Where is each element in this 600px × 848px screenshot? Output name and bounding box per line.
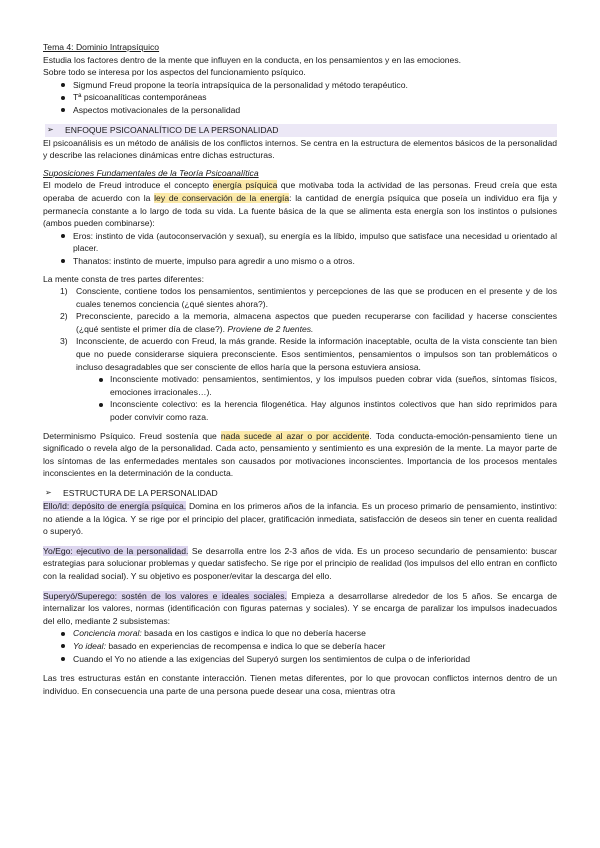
highlight-superego: Superyó/Superego: sostén de los valores e ideales sociales. — [43, 590, 287, 601]
mind-parts-list — [43, 285, 557, 373]
section-heading-text: ENFOQUE PSICOANALÍTICO DE LA PERSONALIDAD — [65, 124, 279, 135]
list-item: Eros: instinto de vida (autoconservación y sexual), su energía es la líbido, impulso que satisface una necesidad u orientado al placer. — [43, 230, 557, 255]
arrow-bullet-icon: ➢ — [45, 488, 52, 498]
freud-energy-paragraph: El modelo de Freud introduce el concepto energía psíquica que motivaba toda la actividad de las personas. Freud creía que esta operaba de acuerdo con la ley de conservación de la energía: la cantidad de energía psíquica que poseía un individuo era fija y permanecía constante a lo largo de toda su vida. La fuente básica de la que se alimenta esta energía son los instintos o pulsiones (ambos pueden combinarse): — [43, 180, 558, 229]
list-item: Sigmund Freud propone la teoría intrapsíquica de la personalidad y método terapéutico. — [43, 79, 557, 92]
superego-paragraph: Superyó/Superego: sostén de los valores e ideales sociales. Empieza a desarrollarse alrededor de los 5 años. Se encarga de internalizar los valores, normas (identificación con figuras paternas y sociales). Y se encarga de paralizar los impulsos inadecuados del ello, mediante 2 subsistemas: — [43, 590, 557, 626]
mind-intro: La mente consta de tres partes diferentes: — [43, 273, 204, 284]
intro-bullet-list — [43, 79, 557, 117]
highlight-energy-law: ley de conservación de la energía — [154, 192, 290, 203]
section-heading-text: ESTRUCTURA DE LA PERSONALIDAD — [63, 488, 218, 499]
id-paragraph: Ello/Id: depósito de energía psíquica. Domina en los primeros años de la infancia. Es un proceso primario de pensamiento, instintivo: no atiende a la lógica. Y se rige por el principio del placer, gratificación inmediata, satisfacción de deseos sin tener en cuenta realidad o superyó. — [43, 501, 557, 537]
document-page — [43, 41, 557, 697]
list-item: Aspectos motivacionales de la personalidad — [43, 104, 557, 117]
subheading-assumptions: Suposiciones Fundamentales de la Teoría Psicoanalítica — [43, 167, 259, 178]
document-title: Tema 4: Dominio Intrapsíquico — [43, 42, 160, 52]
highlight-nothing-by-chance: nada sucede al azar o por accidente — [220, 430, 370, 441]
list-item: Conciencia moral: basada en los castigos e indica lo que no debería hacerse — [43, 627, 557, 640]
list-item: Inconsciente colectivo: es la herencia filogenética. Hay algunos instintos colectivos que han sido reprimidos para poder convivir como raza. — [43, 398, 557, 423]
section-heading-structure — [45, 487, 557, 500]
list-item: Thanatos: instinto de muerte, impulso para agredir a uno mismo o a otros. — [43, 255, 557, 268]
arrow-bullet-icon: ➢ — [47, 124, 54, 134]
section-heading-psychoanalytic — [45, 124, 557, 137]
subsystem-list — [43, 627, 557, 665]
list-item: Yo ideal: basado en experiencias de recompensa e indica lo que se debería hacer — [43, 640, 557, 653]
unconscious-types-list — [43, 373, 557, 423]
intro-line-1: Estudia los factores dentro de la mente que influyen en la conducta, en los pensamientos y en las emociones. — [43, 54, 462, 65]
list-item: Tª psicoanalíticas contemporáneas — [43, 91, 557, 104]
determinism-paragraph: Determinismo Psíquico. Freud sostenía que nada sucede al azar o por accidente. Toda conducta-emoción-pensamiento tiene un significado o revela algo de la personalidad. Cada acto, pensamiento y sentimiento es una expresión de la mente. La mayor parte de los síntomas de las enfermedades mentales son causados por motivaciones inconscientes. Importancia de los procesos mentales inconscientes en la determinación de la conducta. — [43, 430, 557, 479]
instinct-list — [43, 230, 557, 268]
highlight-psychic-energy: energía psíquica — [212, 180, 278, 191]
highlight-ego: Yo/Ego: ejecutivo de la personalidad. — [43, 545, 189, 556]
list-item: Cuando el Yo no atiende a las exigencias del Superyó surgen los sentimientos de culpa o de inferioridad — [43, 653, 557, 666]
list-item: Inconsciente motivado: pensamientos, sentimientos, y los impulsos pueden cobrar vida (sueños, síntomas físicos, emociones irracionales…). — [43, 373, 557, 398]
intro-line-2: Sobre todo se interesa por los aspectos del funcionamiento psíquico. — [43, 67, 306, 78]
list-item: 3) Inconsciente, de acuerdo con Freud, la más grande. Reside la información inaceptable, oculta de la vista consciente tan bien que no puede considerarse siquiera preconsciente. Esos sentimientos, pensamientos o impulsos son tan problemáticos o incluso desagradables que ser consciente de ellos haría que la persona estuviera ansiosa. — [60, 336, 557, 372]
psychoanalysis-paragraph: El psicoanálisis es un método de análisis de los conflictos internos. Se centra en la estructura de elementos básicos de la personalidad y describe las relaciones dinámicas entre dichas estructuras. — [43, 137, 558, 161]
list-item: 2) Preconsciente, parecido a la memoria, almacena aspectos que pueden recuperarse con facilidad y hacerse conscientes (¿qué sentiste el primer día de clase?). Proviene de 2 fuentes. — [60, 311, 557, 334]
closing-paragraph: Las tres estructuras están en constante interacción. Tienen metas diferentes, por lo que provocan conflictos internos dentro de un individuo. En consecuencia una parte de una persona puede desear una cosa, mientras otra — [43, 673, 557, 696]
ego-paragraph: Yo/Ego: ejecutivo de la personalidad. Se desarrolla entre los 2-3 años de vida. Es un proceso secundario de pensamiento: buscar estrategias para solucionar problemas y quedar satisfecho. Se rige por el principio de realidad (los impulsos del ello entran en conflicto con la realidad social). Y su objetivo es posponer/evitar la descarga del ello. — [43, 545, 557, 581]
list-item: 1) Consciente, contiene todos los pensamientos, sentimientos y percepciones de las que se producen en el presente y de los cuales tenemos conciencia (¿qué sientes ahora?). — [60, 286, 557, 309]
highlight-id: Ello/Id: depósito de energía psíquica. — [43, 501, 187, 511]
